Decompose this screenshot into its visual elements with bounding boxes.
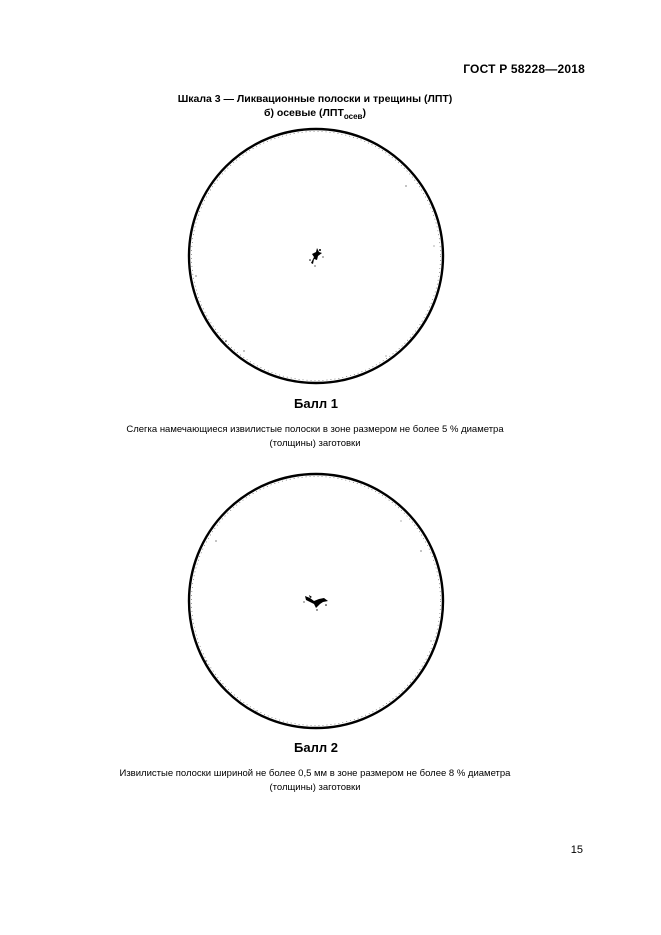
scale-title — [0, 92, 630, 121]
grade-1-description-line1: Слегка намечающиеся извилистые полоски в зоне размером не более 5 % диаметра — [126, 424, 504, 435]
grade-1-label: Балл 1 — [294, 396, 338, 411]
page-number: 15 — [570, 844, 583, 856]
scale-title-line2 — [0, 106, 630, 121]
grade-1-description — [100, 423, 530, 451]
grade-2-description-line1: Извилистые полоски шириной не более 0,5 мм в зоне размером не более 8 % диаметра — [119, 768, 511, 779]
scale-title-line2-suffix: ) — [362, 107, 366, 119]
specimen-circle-image — [186, 471, 446, 731]
grade-2-description — [100, 767, 530, 795]
grade-1-description-line2: (толщины) заготовки — [269, 438, 361, 449]
grade-2-description-line2: (толщины) заготовки — [269, 782, 361, 793]
scale-title-subscript: осев — [343, 112, 363, 121]
macrostructure-specimen-grade-2 — [186, 471, 446, 731]
specimen-circle-image — [186, 126, 446, 386]
standard-code: ГОСТ Р 58228—2018 — [463, 62, 585, 76]
scale-title-line2-prefix: б) осевые (ЛПТ — [264, 107, 344, 119]
macrostructure-specimen-grade-1 — [186, 126, 446, 386]
grade-2-label: Балл 2 — [294, 740, 338, 755]
scale-title-line1: Шкала 3 — Ликвационные полоски и трещины (ЛПТ) — [177, 93, 453, 105]
